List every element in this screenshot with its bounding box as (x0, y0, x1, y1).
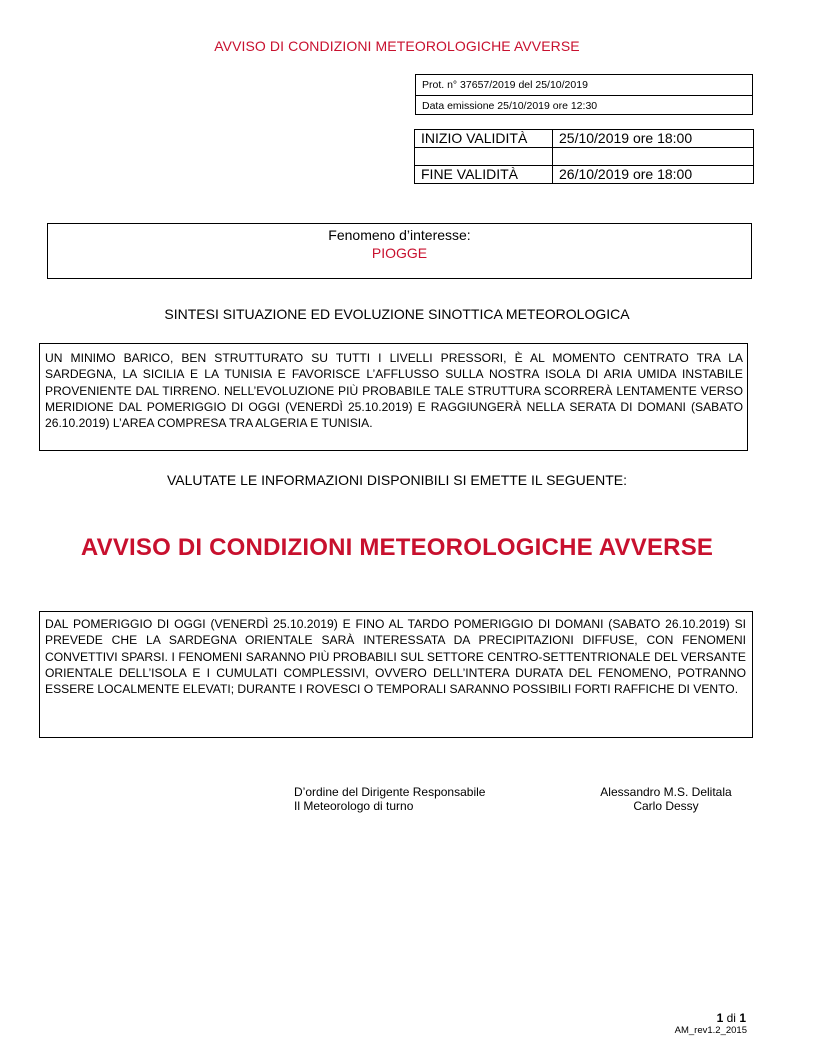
document-title: AVVISO DI CONDIZIONI METEOROLOGICHE AVVERSE (214, 38, 580, 54)
warning-text: DAL POMERIGGIO DI OGGI (VENERDÌ 25.10.2019) E FINO AL TARDO POMERIGGIO DI DOMANI (SABATO 26.10.2019) SI PREVEDE CHE LA SARDEGNA ORIENTALE SARÀ INTERESSATA DA PRECIPITAZIONI DIFFUSE, CON FENOMENI CONVETTIVI SPARSI. I FENOMENI SARANNO PIÙ PROBABILI SUL SETTORE CENTRO-SETTENTRIONALE DEL VERSANTE ORIENTALE DELL’ISOLA E I CUMULATI COMPLESSIVI, OVVERO DELL’INTERA DURATA DEL FENOMENO, POTRANNO ESSERE LOCALMENTE ELEVATI; DURANTE I ROVESCI O TEMPORALI SARANNO POSSIBILI FORTI RAFFICHE DI VENTO. (39, 611, 753, 738)
protocol-box (415, 74, 753, 115)
validity-end-label: FINE VALIDITÀ (415, 166, 553, 184)
page-total: 1 (739, 1011, 746, 1025)
protocol-number: Prot. n° 37657/2019 del 25/10/2019 (422, 79, 588, 91)
validity-end-row (415, 166, 754, 184)
phenomenon-value: PIOGGE (371, 245, 428, 261)
signature-left-line2: Il Meteorologo di turno (294, 799, 414, 813)
synopsis-text: UN MINIMO BARICO, BEN STRUTTURATO SU TUTTI I LIVELLI PRESSORI, È AL MOMENTO CENTRATO TRA LA SARDEGNA, LA SICILIA E LA TUNISIA E FAVORISCE L’AFFLUSSO SULLA NOSTRA ISOLA DI ARIA UMIDA INSTABILE PROVENIENTE DAL TIRRENO. NELL’EVOLUZIONE PIÙ PROBABILE TALE STRUTTURA SCORRERÀ LENTAMENTE VERSO MERIDIONE DAL POMERIGGIO DI OGGI (VENERDÌ 25.10.2019) E RAGGIUNGERÀ NELLA SERATA DI DOMANI (SABATO 26.10.2019) L’AREA COMPRESA TRA ALGERIA E TUNISIA. (39, 343, 748, 451)
validity-spacer-cell (415, 148, 553, 166)
signature-left-line1: D’ordine del Dirigente Responsabile (294, 785, 486, 799)
synopsis-heading: SINTESI SITUAZIONE ED EVOLUZIONE SINOTTICA METEOROLOGICA (164, 306, 630, 322)
page-number (700, 1011, 746, 1025)
signature-right-line1: Alessandro M.S. Delitala (600, 785, 732, 799)
phenomenon-label: Fenomeno d’interesse: (328, 227, 471, 243)
assessment-text: VALUTATE LE INFORMAZIONI DISPONIBILI SI EMETTE IL SEGUENTE: (166, 472, 627, 488)
page-current: 1 (716, 1011, 724, 1025)
emission-date: Data emissione 25/10/2019 ore 12:30 (416, 95, 752, 115)
validity-start-label: INIZIO VALIDITÀ (415, 130, 553, 148)
validity-spacer-row (415, 148, 754, 166)
signature-left (294, 785, 485, 813)
validity-end-value: 26/10/2019 ore 18:00 (553, 166, 754, 184)
validity-start-row (415, 130, 754, 148)
page-separator: di (726, 1011, 736, 1025)
signature-right (560, 785, 772, 813)
validity-spacer-cell (553, 148, 754, 166)
validity-table (414, 129, 754, 184)
warning-title: AVVISO DI CONDIZIONI METEOROLOGICHE AVVERSE (80, 534, 714, 561)
signature-right-line2: Carlo Dessy (633, 799, 699, 813)
phenomenon-box (47, 223, 752, 279)
revision-code: AM_rev1.2_2015 (674, 1025, 747, 1036)
validity-start-value: 25/10/2019 ore 18:00 (553, 130, 754, 148)
